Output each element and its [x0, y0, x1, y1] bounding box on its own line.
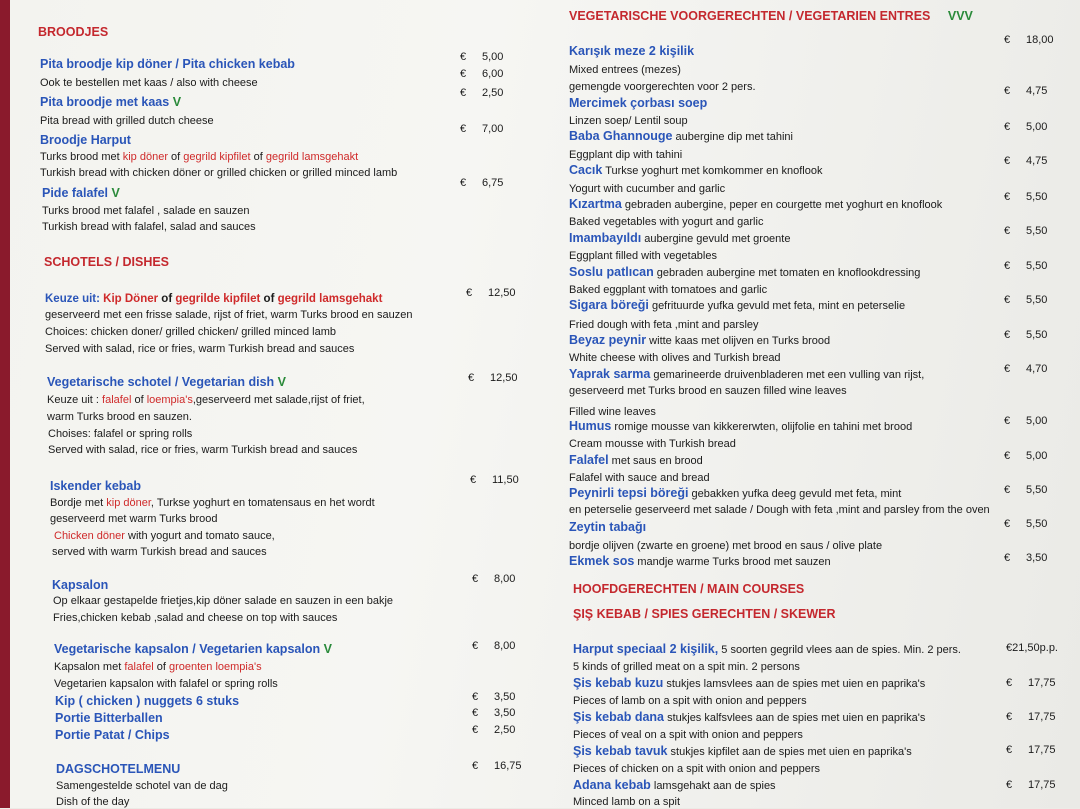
dana-price: € 17,75 — [1006, 711, 1056, 723]
cheese-note-price: € 6,00 — [460, 68, 504, 80]
nuggets-title: Kip ( chicken ) nuggets 6 stuks — [55, 694, 240, 708]
veg-entrees-heading: VEGETARISCHE VOORGERECHTEN / VEGETARIEN ENTRES VVV — [569, 9, 973, 23]
sis-kebab-heading: ŞIŞ KEBAB / SPIES GERECHTEN / SKEWER — [573, 607, 836, 621]
baba-title: Baba Ghannouge aubergine dip met tahini — [569, 129, 793, 143]
keuze-desc-nl: geserveerd met een frisse salade, rijst of friet, warm Turks brood en sauzen — [45, 309, 413, 321]
imam-title: Imambayıldı aubergine gevuld met groente — [569, 231, 791, 245]
humus-title: Humus romige mousse van kikkererwten, olijfolie en tahini met brood — [569, 419, 913, 433]
peynirli-desc-nl2: en peterselie geserveerd met salade / Dough with feta ,mint and parsley from the oven — [569, 504, 990, 516]
sigara-price: € 5,50 — [1004, 294, 1048, 306]
cheese-note: Ook te bestellen met kaas / also with cheese — [40, 77, 258, 89]
ekmek-price: € 3,50 — [1004, 552, 1048, 564]
meze-title: Karışık meze 2 kişilik — [569, 44, 695, 58]
harput-desc-en: Turkish bread with chicken döner or grilled chicken or grilled minced lamb — [40, 167, 398, 179]
cacik-desc-en: Yogurt with cucumber and garlic — [569, 183, 726, 195]
nuggets-price: € 3,50 — [472, 691, 516, 703]
peynirli-price: € 5,50 — [1004, 484, 1048, 496]
baba-price: € 5,00 — [1004, 121, 1048, 133]
veg-kapsalon-title: Vegetarische kapsalon / Vegetarien kapsalon V — [54, 642, 332, 656]
tavuk-desc-en: Pieces of chicken on a spit with onion and peppers — [573, 763, 821, 775]
veg-schotel-desc-nl: Keuze uit : falafel of loempia's,geserveerd met salade,rijst of friet, — [47, 394, 365, 406]
iskender-desc-en: Chicken döner with yogurt and tomato sauce, — [54, 530, 275, 542]
kapsalon-desc-nl: Op elkaar gestapelde frietjes,kip döner salade en sauzen in een bakje — [53, 595, 394, 607]
yaprak-desc-nl2: geserveerd met Turks brood en sauzen filled wine leaves — [569, 385, 847, 397]
veg-kapsalon-desc-en: Vegetarien kapsalon with falafel or spring rolls — [54, 678, 278, 690]
meze-price: € 18,00 — [1004, 34, 1054, 46]
kizartma-title: Kızartma gebraden aubergine, peper en courgette met yoghurt en knoflook — [569, 197, 943, 211]
yaprak-title: Yaprak sarma gemarineerde druivenbladeren met een vulling van rijst, — [569, 367, 925, 381]
cacik-title: Cacık Turkse yoghurt met komkommer en knoflook — [569, 163, 823, 177]
beyaz-price: € 5,50 — [1004, 329, 1048, 341]
humus-desc-en: Cream mousse with Turkish bread — [569, 438, 736, 450]
broodjes-heading: BROODJES — [38, 25, 109, 39]
soslu-price: € 5,50 — [1004, 260, 1048, 272]
harput-speciaal-title: Harput speciaal 2 kişilik, 5 soorten gegrild vlees aan de spies. Min. 2 pers. — [573, 642, 961, 656]
mercimek-desc: Linzen soep/ Lentil soup — [569, 115, 688, 127]
keuze-price: € 12,50 — [466, 287, 516, 299]
falafel-title: Falafel met saus en brood — [569, 453, 703, 467]
harput-price: € 7,00 — [460, 123, 504, 135]
keuze-desc-en2: Served with salad, rice or fries, warm Turkish bread and sauces — [45, 343, 355, 355]
falafel-price: € 5,00 — [1004, 450, 1048, 462]
menu-side-bar — [0, 0, 10, 808]
menu-board — [10, 0, 1080, 808]
kapsalon-desc-en: Fries,chicken kebab ,salad and cheese on top with sauces — [53, 612, 338, 624]
veg-schotel-price: € 12,50 — [468, 372, 518, 384]
falafel-desc-en: Falafel with sauce and bread — [569, 472, 710, 484]
pita-kaas-price: € 2,50 — [460, 87, 504, 99]
zeytin-title: Zeytin tabağı — [569, 520, 647, 534]
zeytin-desc: bordje olijven (zwarte en groene) met brood en saus / olive plate — [569, 540, 883, 552]
pita-kaas-desc: Pita bread with grilled dutch cheese — [40, 115, 214, 127]
keuze-desc-en1: Choices: chicken doner/ grilled chicken/ grilled minced lamb — [45, 326, 337, 338]
mercimek-price: € 4,75 — [1004, 85, 1048, 97]
pide-desc-nl: Turks brood met falafel , salade en sauzen — [42, 205, 250, 217]
patat-price: € 2,50 — [472, 724, 516, 736]
sigara-desc-en: Fried dough with feta ,mint and parsley — [569, 319, 759, 331]
adana-price: € 17,75 — [1006, 779, 1056, 791]
harput-speciaal-desc-en: 5 kinds of grilled meat on a spit min. 2 persons — [573, 661, 800, 673]
iskender-desc-nl2: geserveerd met warm Turks brood — [50, 513, 218, 525]
kizartma-desc-en: Baked vegetables with yogurt and garlic — [569, 216, 764, 228]
pita-kebab-title: Pita broodje kip döner / Pita chicken kebab — [40, 57, 295, 71]
kapsalon-title: Kapsalon — [52, 578, 109, 592]
iskender-desc-en2: served with warm Turkish bread and sauces — [52, 546, 267, 558]
patat-title: Portie Patat / Chips — [55, 728, 170, 742]
meze-desc-nl: gemengde voorgerechten voor 2 pers. — [569, 81, 756, 93]
left-column — [10, 0, 540, 808]
pita-kaas-title: Pita broodje met kaas V — [40, 95, 182, 109]
baba-desc-en: Eggplant dip with tahini — [569, 149, 683, 161]
kapsalon-price: € 8,00 — [472, 573, 516, 585]
veg-kapsalon-price: € 8,00 — [472, 640, 516, 652]
imam-desc-en: Eggplant filled with vegetables — [569, 250, 717, 262]
veg-schotel-desc-en1: Choises: falafel or spring rolls — [48, 428, 193, 440]
veg-schotel-title: Vegetarische schotel / Vegetarian dish V — [47, 375, 287, 389]
harput-desc-nl: Turks brood met kip döner of gegrild kipfilet of gegrild lamsgehakt — [40, 151, 359, 163]
peynirli-title: Peynirli tepsi böreği gebakken yufka deeg gevuld met feta, mint — [569, 486, 902, 500]
dagschotel-desc-nl: Samengestelde schotel van de dag — [56, 780, 228, 792]
pide-price: € 6,75 — [460, 177, 504, 189]
bitterballen-title: Portie Bitterballen — [55, 711, 163, 725]
kuzu-price: € 17,75 — [1006, 677, 1056, 689]
pide-title: Pide falafel V — [42, 186, 120, 200]
harput-speciaal-price: €21,50p.p. — [1006, 642, 1058, 654]
meze-desc-en: Mixed entrees (mezes) — [569, 64, 681, 76]
imam-price: € 5,50 — [1004, 225, 1048, 237]
dana-desc-en: Pieces of veal on a spit with onion and peppers — [573, 729, 803, 741]
dagschotel-title: DAGSCHOTELMENU — [56, 762, 181, 776]
sigara-title: Sigara böreği gefrituurde yufka gevuld met feta, mint en peterselie — [569, 298, 906, 312]
keuze-title: Keuze uit: Kip Döner of gegrilde kipfilet of gegrild lamsgehakt — [45, 293, 383, 305]
harput-title: Broodje Harput — [40, 133, 131, 147]
ekmek-title: Ekmek sos mandje warme Turks brood met sauzen — [569, 554, 831, 568]
tavuk-price: € 17,75 — [1006, 744, 1056, 756]
iskender-title: Iskender kebab — [50, 479, 142, 493]
mercimek-title: Mercimek çorbası soep — [569, 96, 708, 110]
schotels-heading: SCHOTELS / DISHES — [44, 255, 170, 269]
dagschotel-price: € 16,75 — [472, 760, 522, 772]
pide-desc-en: Turkish bread with falafel, salad and sauces — [42, 221, 256, 233]
kizartma-price: € 5,50 — [1004, 191, 1048, 203]
beyaz-desc-en: White cheese with olives and Turkish bread — [569, 352, 781, 364]
adana-title: Adana kebab lamsgehakt aan de spies — [573, 778, 776, 792]
veg-kapsalon-desc-nl: Kapsalon met falafel of groenten loempia's — [54, 661, 262, 673]
yaprak-price: € 4,70 — [1004, 363, 1048, 375]
beyaz-title: Beyaz peynir witte kaas met olijven en Turks brood — [569, 333, 831, 347]
iskender-price: € 11,50 — [470, 474, 519, 486]
bitterballen-price: € 3,50 — [472, 707, 516, 719]
tavuk-title: Şis kebab tavuk stukjes kipfilet aan de spies met uien en paprika's — [573, 744, 912, 758]
dagschotel-desc-en: Dish of the day — [56, 796, 130, 808]
adana-desc-en: Minced lamb on a spit — [573, 796, 680, 808]
humus-price: € 5,00 — [1004, 415, 1048, 427]
dana-title: Şis kebab dana stukjes kalfsvlees aan de spies met uien en paprika's — [573, 710, 926, 724]
hoofdgerechten-heading: HOOFDGERECHTEN / MAIN COURSES — [573, 582, 805, 596]
iskender-desc-nl: Bordje met kip döner, Turkse yoghurt en tomatensaus en het wordt — [50, 497, 375, 509]
soslu-desc-en: Baked eggplant with tomatoes and garlic — [569, 284, 768, 296]
cacik-price: € 4,75 — [1004, 155, 1048, 167]
zeytin-price: € 5,50 — [1004, 518, 1048, 530]
yaprak-desc-en: Filled wine leaves — [569, 406, 656, 418]
kuzu-title: Şis kebab kuzu stukjes lamsvlees aan de spies met uien en paprika's — [573, 676, 926, 690]
soslu-title: Soslu patlıcan gebraden aubergine met tomaten en knoflookdressing — [569, 265, 921, 279]
pita-kebab-price: € 5,00 — [460, 51, 504, 63]
kuzu-desc-en: Pieces of lamb on a spit with onion and peppers — [573, 695, 807, 707]
veg-schotel-desc-nl2: warm Turks brood en sauzen. — [47, 411, 192, 423]
veg-schotel-desc-en2: Served with salad, rice or fries, warm Turkish bread and sauces — [48, 444, 358, 456]
right-column — [550, 0, 1080, 808]
